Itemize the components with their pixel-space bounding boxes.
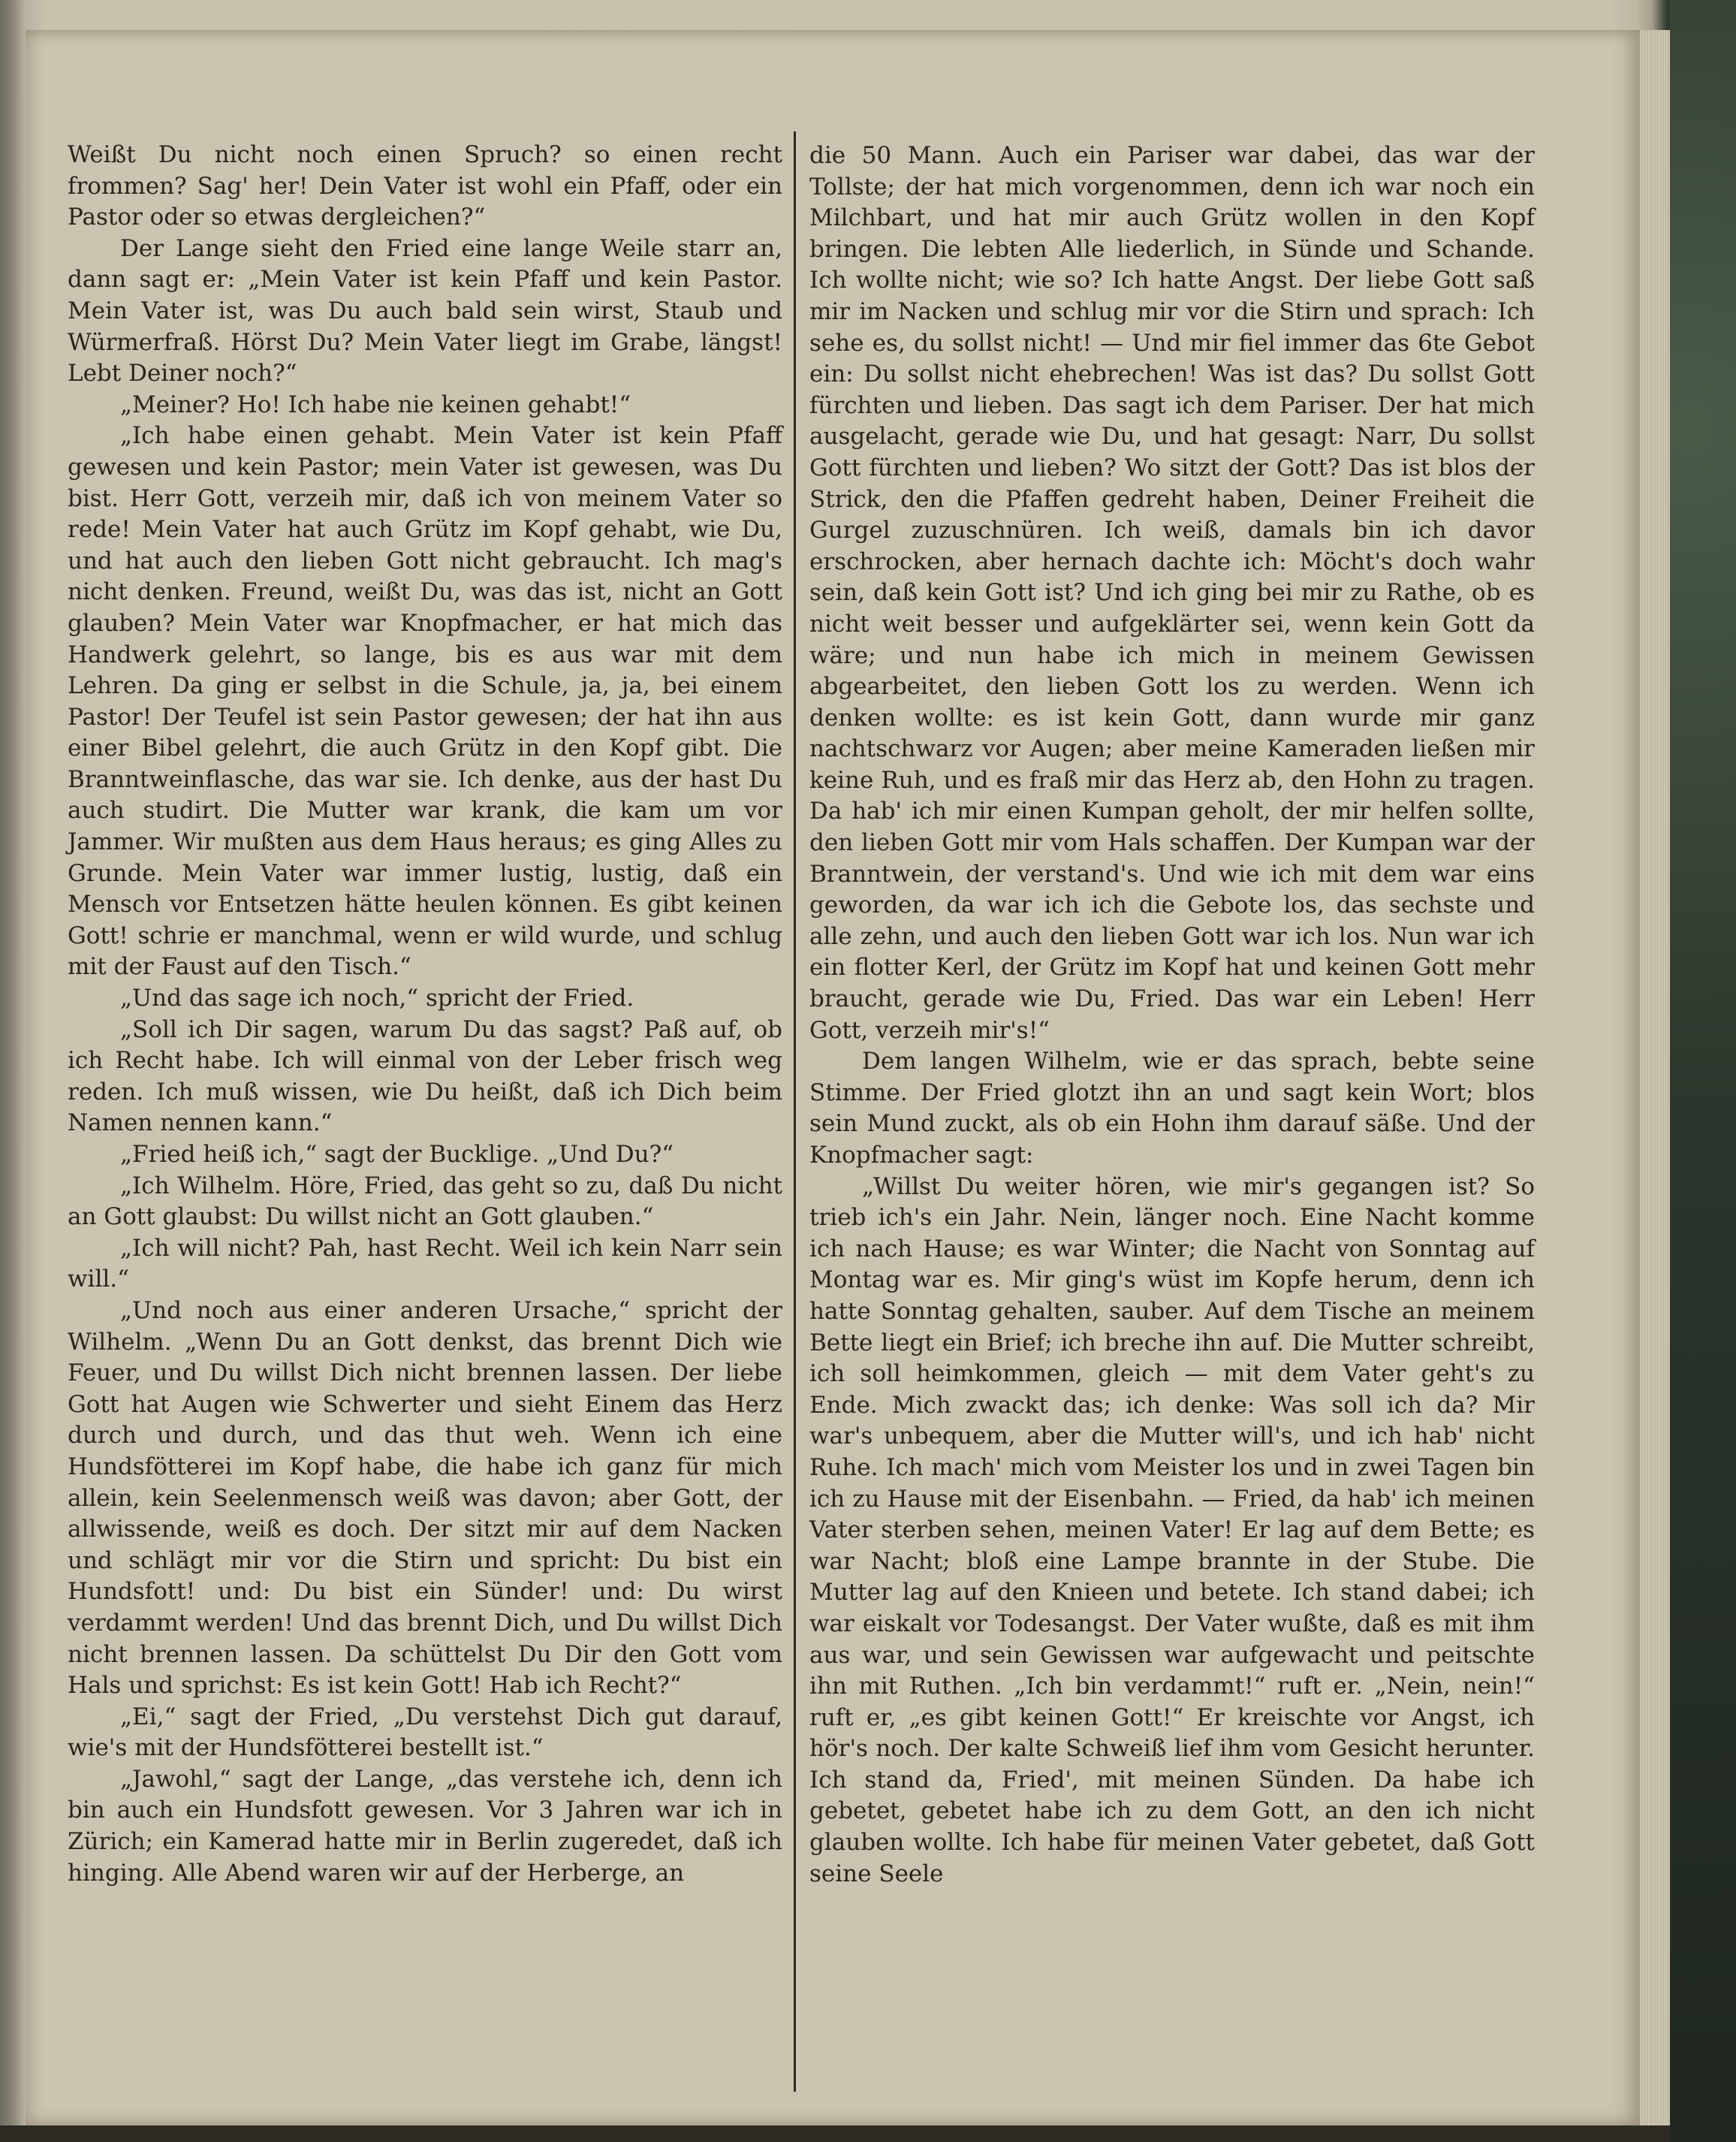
paragraph: „Ich will nicht? Pah, hast Recht. Weil ich kein Narr sein will.“ <box>68 1234 782 1293</box>
paragraph: „Ich Wilhelm. Höre, Fried, das geht so zu, daß Du nicht an Gott glaubst: Du willst nicht an Gott glauben.“ <box>68 1172 782 1231</box>
paragraph: „Ei,“ sagt der Fried, „Du verstehst Dich gut darauf, wie's mit der Hundsfötterei bestellt ist.“ <box>68 1703 782 1762</box>
paragraph: Weißt Du nicht noch einen Spruch? so einen recht frommen? Sag' her! Dein Vater ist wohl ein Pfaff, oder ein Pastor oder so etwas dergleichen?“ <box>68 141 782 231</box>
right-text-column <box>809 140 1535 1890</box>
paragraph: „Willst Du weiter hören, wie mir's gegangen ist? So trieb ich's ein Jahr. Nein, länger noch. Eine Nacht komme ich nach Hause; es war Winter; die Nacht von Sonntag auf Montag war es. Mir ging's wüst im Kopfe herum, denn ich hatte Sonntag gehalten, sauber. Auf dem Tische an meinem Bette liegt ein Brief; ich breche ihn auf. Die Mutter schreibt, ich soll heimkommen, gleich — mit dem Vater geht's zu Ende. Mich zwackt das; ich denke: Was soll ich da? Mir war's unbequem, aber die Mutter will's, und ich hab' nicht Ruhe. Ich mach' mich vom Meister los und in zwei Tagen bin ich zu Hause mit der Eisenbahn. — Fried, da hab' ich meinen Vater sterben sehen, meinen Vater! Er lag auf dem Bette; es war Nacht; bloß eine Lampe brannte in der Stube. Die Mutter lag auf den Knieen und betete. Ich stand dabei; ich war eiskalt vor Todesangst. Der Vater wußte, daß es mit ihm aus war, und sein Gewissen war aufgewacht und peitschte ihn mit Ruthen. „Ich bin verdammt!“ ruft er. „Nein, nein!“ ruft er, „es gibt keinen Gott!“ Er kreischte vor Angst, ich hör's noch. Der kalte Schweiß lief ihm vom Gesicht herunter. Ich stand da, Fried', mit meinen Sünden. Da habe ich gebetet, gebetet habe ich zu dem Gott, an den ich nicht glauben wollte. Ich habe für meinen Vater gebetet, daß Gott seine Seele <box>809 1172 1535 1887</box>
paragraph: „Fried heiß ich,“ sagt der Bucklige. „Und Du?“ <box>120 1141 674 1168</box>
book-cover-bottom <box>0 2125 1670 2142</box>
paragraph: „Jawohl,“ sagt der Lange, „das verstehe ich, denn ich bin auch ein Hundsfott gewesen. Vor 3 Jahren war ich in Zürich; ein Kamerad hatte mir in Berlin zugeredet, daß ich hinging. Alle Abend waren wir auf der Herberge, an <box>68 1765 782 1887</box>
paragraph: „Und noch aus einer anderen Ursache,“ spricht der Wilhelm. „Wenn Du an Gott denkst, das brennt Dich wie Feuer, und Du willst Dich nicht brennen lassen. Der liebe Gott hat Augen wie Schwerter und sieht Einem das Herz durch und durch, und das thut weh. Wenn ich eine Hundsfötterei im Kopf habe, die habe ich ganz für mich allein, kein Seelenmensch weiß was davon; aber Gott, der allwissende, weiß es doch. Der sitzt mir auf dem Nacken und schlägt mir vor die Stirn und spricht: Du bist ein Hundsfott! und: Du bist ein Sünder! und: Du wirst verdammt werden! Und das brennt Dich, und Du willst Dich nicht brennen lassen. Da schüttelst Du Dir den Gott vom Hals und sprichst: Es ist kein Gott! Hab ich Recht?“ <box>68 1296 782 1700</box>
paragraph: Dem langen Wilhelm, wie er das sprach, bebte seine Stimme. Der Fried glotzt ihn an und sagt kein Wort; blos sein Mund zuckt, als ob ein Hohn ihm darauf säße. Und der Knopfmacher sagt: <box>809 1048 1535 1169</box>
paragraph: „Und das sage ich noch,“ spricht der Fried. <box>120 985 634 1012</box>
paragraph: „Ich habe einen gehabt. Mein Vater ist kein Pfaff gewesen und kein Pastor; mein Vater ist gewesen, was Du bist. Herr Gott, verzeih mir, daß ich von meinem Vater so rede! Mein Vater hat auch Grütz im Kopf gehabt, wie Du, und hat auch den lieben Gott nicht gebraucht. Ich mag's nicht denken. Freund, weißt Du, was das ist, nicht an Gott glauben? Mein Vater war Knopfmacher, er hat mich das Handwerk gelehrt, so lange, bis es aus war mit dem Lehren. Da ging er selbst in die Schule, ja, ja, bei einem Pastor! Der Teufel ist sein Pastor gewesen; der hat ihn aus einer Bibel gelehrt, die auch Grütz in den Kopf gibt. Die Branntweinflasche, das war sie. Ich denke, aus der hast Du auch studirt. Die Mutter war krank, die kam um vor Jammer. Wir mußten aus dem Haus heraus; es ging Alles zu Grunde. Mein Vater war immer lustig, lustig, daß ein Mensch vor Entsetzen hätte heulen können. Es gibt keinen Gott! schrie er manchmal, wenn er wild wurde, und schlug mit der Faust auf den Tisch.“ <box>68 422 782 981</box>
book-cover <box>1670 0 1736 2142</box>
page-stack-edge <box>1640 30 1670 2125</box>
paragraph: Der Lange sieht den Fried eine lange Weile starr an, dann sagt er: „Mein Vater ist kein Pfaff und kein Pastor. Mein Vater ist, was Du auch bald sein wirst, Staub und Würmerfraß. Hörst Du? Mein Vater liegt im Grabe, längst! Lebt Deiner noch?“ <box>68 234 782 388</box>
left-text-column <box>68 140 782 1889</box>
paragraph: die 50 Mann. Auch ein Pariser war dabei, das war der Tollste; der hat mich vorgenommen, denn ich war noch ein Milchbart, und hat mir auch Grütz wollen in den Kopf bringen. Die lebten Alle liederlich, in Sünde und Schande. Ich wollte nicht; wie so? Ich hatte Angst. Der liebe Gott saß mir im Nacken und schlug mir vor die Stirn und sprach: Ich sehe es, du sollst nicht! — Und mir fiel immer das 6te Gebot ein: Du sollst nicht ehebrechen! Was ist das? Du sollst Gott fürchten und lieben. Das sagt ich dem Pariser. Der hat mich ausgelacht, gerade wie Du, und hat gesagt: Narr, Du sollst Gott fürchten und lieben? Wo sitzt der Gott? Das ist blos der Strick, den die Pfaffen gedreht haben, Deiner Freiheit die Gurgel zuzuschnüren. Ich weiß, damals bin ich davor erschrocken, aber hernach dachte ich: Möcht's doch wahr sein, daß kein Gott ist? Und ich ging bei mir zu Rathe, ob es nicht weit besser und aufgeklärter sei, wenn kein Gott da wäre; und nun habe ich mich in meinem Gewissen abgearbeitet, den lieben Gott los zu werden. Wenn ich denken wollte: es ist kein Gott, dann wurde mir ganz nachtschwarz vor Augen; aber meine Kameraden ließen mir keine Ruh, und es fraß mir das Herz ab, den Hohn zu tragen. Da hab' ich mir einen Kumpan geholt, der mir helfen sollte, den lieben Gott mir vom Hals schaffen. Der Kumpan war der Branntwein, der verstand's. Und wie ich mit dem war eins geworden, da war ich ich die Gebote los, das sechste und alle zehn, und auch den lieben Gott war ich los. Nun war ich ein flotter Kerl, der Grütz im Kopf hat und keinen Gott mehr braucht, gerade wie Du, Fried. Das war ein Leben! Herr Gott, verzeih mir's!“ <box>809 142 1535 1044</box>
paragraph: „Meiner? Ho! Ich habe nie keinen gehabt!“ <box>120 391 631 418</box>
column-divider-rule <box>794 131 796 2092</box>
paragraph: „Soll ich Dir sagen, warum Du das sagst? Paß auf, ob ich Recht habe. Ich will einmal von der Leber frisch weg reden. Ich muß wissen, wie Du heißt, daß ich Dich beim Namen nennen kann.“ <box>68 1015 782 1137</box>
